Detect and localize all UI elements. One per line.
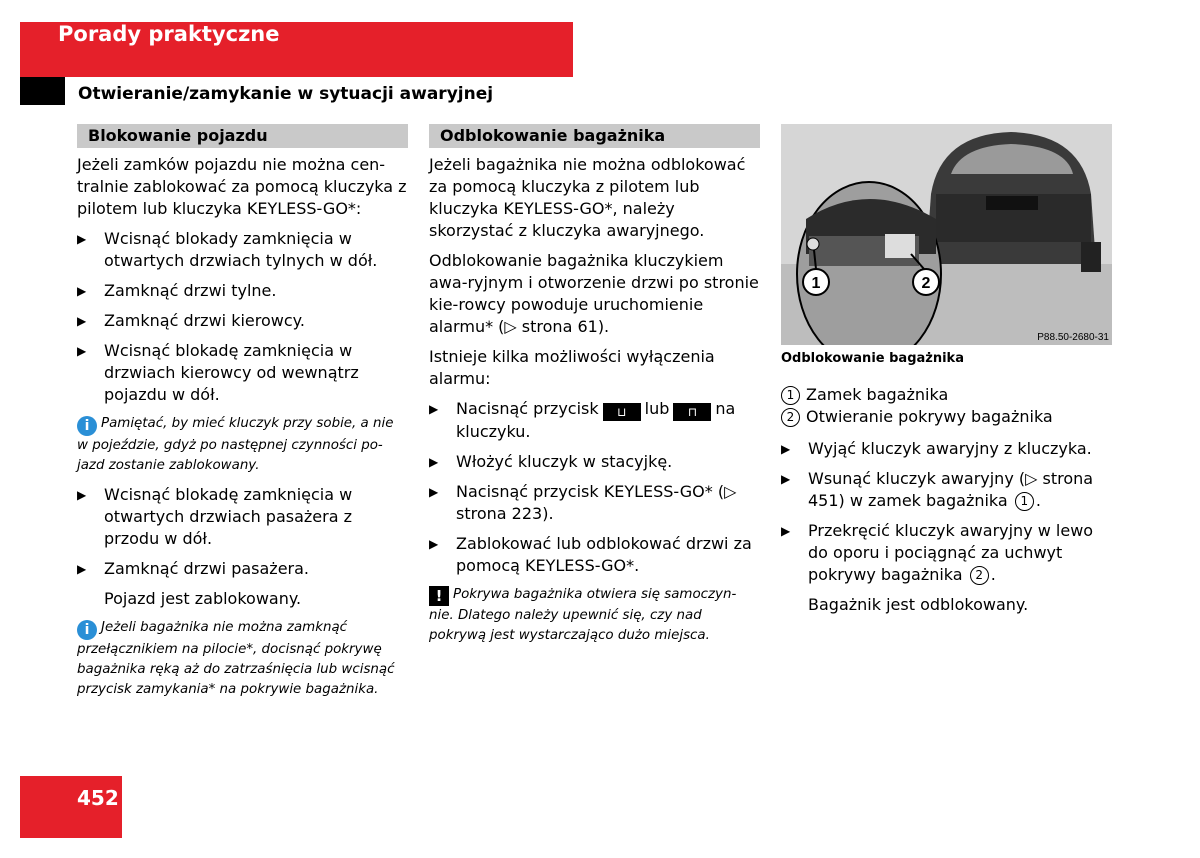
- warning-note: ! Pokrywa bagażnika otwiera się samoczyn-nie. Dlatego należy upewnić się, czy nad pokrywą jest wystarczająco dużo miejsca.: [429, 587, 737, 643]
- paragraph: Istnieje kilka możliwości wyłączenia alarmu:: [429, 347, 715, 388]
- step-item: ▶ Nacisnąć przycisk KEYLESS-GO* (▷ strona 223).: [429, 482, 737, 523]
- result-text: Bagażnik jest odblokowany.: [808, 595, 1029, 614]
- step-item: ▶ Włożyć kluczyk w stacyjkę.: [429, 452, 673, 471]
- step-item: ▶ Wcisnąć blokadę zamknięcia w drzwiach kierowcy od wewnątrz pojazdu w dół.: [77, 341, 359, 404]
- step-item: ▶ Nacisnąć przycisk ⊔ lub ⊓ na kluczyku.: [429, 399, 736, 441]
- step-item: ▶ Przekręcić kluczyk awaryjny w lewo do oporu i pociągnąć za uchwyt pokrywy bagażnika 2 .: [781, 521, 1094, 584]
- legend-item: 2 Otwieranie pokrywy bagażnika: [781, 406, 1112, 428]
- number-badge: 1: [781, 386, 800, 405]
- bullet-arrow-icon: ▶: [429, 537, 439, 551]
- bullet-arrow-icon: ▶: [77, 562, 87, 576]
- step-item: ▶ Zamknąć drzwi pasażera.: [77, 559, 310, 578]
- column-figure: [781, 124, 1112, 624]
- bullet-arrow-icon: ▶: [429, 485, 439, 499]
- number-badge: 2: [970, 566, 989, 585]
- info-icon: i: [77, 620, 97, 640]
- lock-key-icon: ⊓: [673, 403, 711, 421]
- page-subtitle: Otwieranie/zamykanie w sytuacji awaryjnej: [78, 84, 494, 104]
- callout-1: 1: [811, 275, 821, 292]
- step-item: ▶ Wyjąć kluczyk awaryjny z kluczyka.: [781, 439, 1092, 458]
- step-item: ▶ Wcisnąć blokadę zamknięcia w otwartych drzwiach pasażera z przodu w dół.: [77, 485, 353, 548]
- number-badge: 2: [781, 408, 800, 427]
- unlock-key-icon: ⊔: [603, 403, 641, 421]
- legend-item: 1 Zamek bagażnika: [781, 384, 1112, 406]
- page-number: 452: [77, 786, 119, 810]
- step-item: ▶ Zamknąć drzwi kierowcy.: [77, 311, 305, 330]
- trunk-photo-illustration: [781, 124, 1112, 345]
- bullet-arrow-icon: ▶: [781, 442, 791, 456]
- bullet-arrow-icon: ▶: [77, 314, 87, 328]
- step-item: ▶ Zablokować lub odblokować drzwi za pomocą KEYLESS-GO*.: [429, 534, 752, 575]
- bullet-arrow-icon: ▶: [77, 284, 87, 298]
- result-text: Pojazd jest zablokowany.: [104, 589, 302, 608]
- header-tab: [20, 77, 65, 105]
- step-item: ▶ Zamknąć drzwi tylne.: [77, 281, 277, 300]
- bullet-arrow-icon: ▶: [77, 232, 87, 246]
- bullet-arrow-icon: ▶: [781, 524, 791, 538]
- figure-caption: Odblokowanie bagażnika: [781, 351, 964, 366]
- paragraph: Odblokowanie bagażnika kluczykiem awa-ryjnym i otworzenie drzwi po stronie kie-rowcy powoduje uruchomienie alarmu* (▷ strona 61).: [429, 251, 759, 336]
- bullet-arrow-icon: ▶: [77, 344, 87, 358]
- section-heading: Blokowanie pojazdu: [77, 124, 408, 148]
- bullet-arrow-icon: ▶: [77, 488, 87, 502]
- callout-2: 2: [921, 275, 931, 292]
- info-note: i Pamiętać, by mieć kluczyk przy sobie, a nie w pojeździe, gdyż po następnej czynności po-jazd zostanie zablokowany.: [77, 416, 394, 473]
- warning-icon: !: [429, 586, 449, 606]
- column-locking: [77, 124, 408, 708]
- section-title: Porady praktyczne: [58, 22, 280, 46]
- step-item: ▶ Wsunąć kluczyk awaryjny (▷ strona 451) w zamek bagażnika 1 .: [781, 469, 1094, 510]
- paragraph: Jeżeli bagażnika nie można odblokować za pomocą kluczyka z pilotem lub kluczyka KEYLESS-GO*, należy skorzystać z kluczyka awaryjnego.: [429, 155, 746, 240]
- bullet-arrow-icon: ▶: [429, 455, 439, 469]
- bullet-arrow-icon: ▶: [429, 402, 439, 416]
- intro-text: Jeżeli zamków pojazdu nie można cen-tralnie zablokować za pomocą kluczyka z pilotem lub kluczyka KEYLESS-GO*:: [77, 155, 407, 218]
- photo-code: P88.50-2680-31: [1037, 332, 1109, 343]
- column-trunk-unlock: [429, 124, 760, 654]
- trunk-photo: [781, 124, 1112, 345]
- info-note: i Jeżeli bagażnika nie można zamknąć przełącznikiem na pilocie*, docisnąć pokrywę bagażnika ręką aż do zatrzaśnięcia lub wcisnąć przycisk zamykania* na pokrywie bagażnika.: [77, 620, 395, 697]
- bullet-arrow-icon: ▶: [781, 472, 791, 486]
- info-icon: i: [77, 416, 97, 436]
- section-heading: Odblokowanie bagażnika: [429, 124, 760, 148]
- number-badge: 1: [1015, 492, 1034, 511]
- step-item: ▶ Wcisnąć blokady zamknięcia w otwartych drzwiach tylnych w dół.: [77, 229, 378, 270]
